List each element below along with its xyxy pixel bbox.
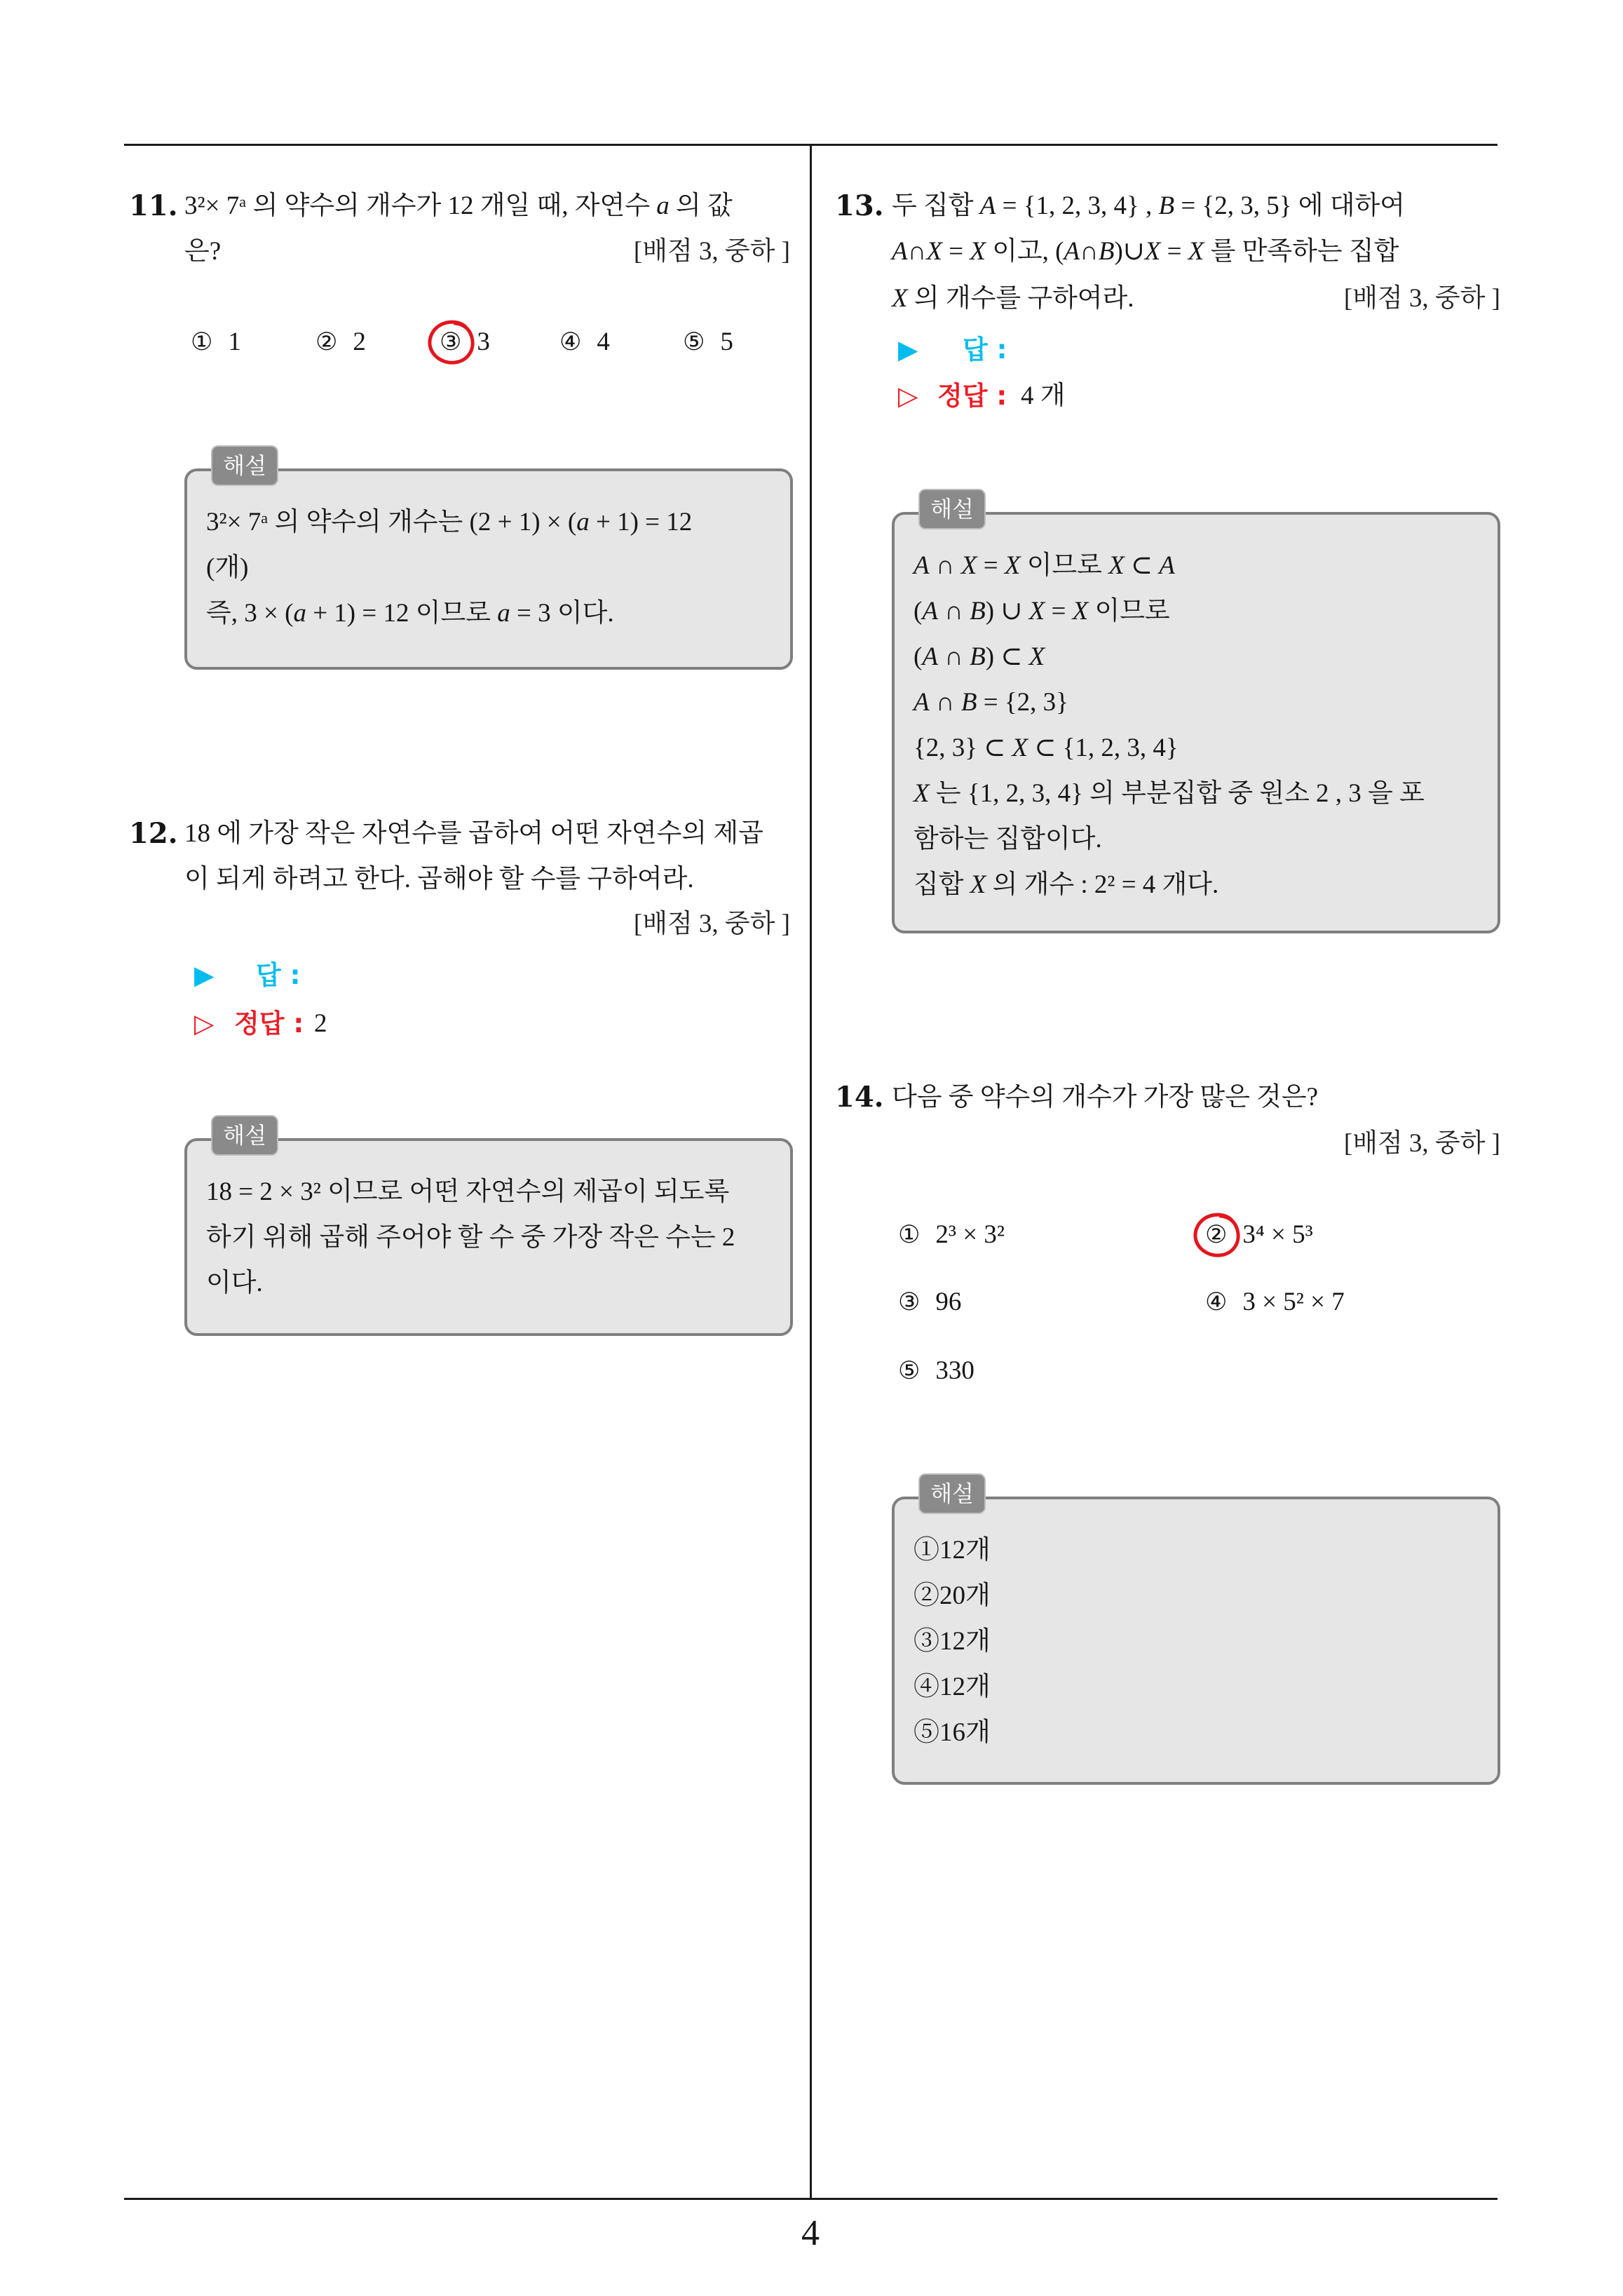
choice-item — [440, 325, 490, 360]
text-run: ∩ — [929, 688, 961, 717]
choice-text: 2³ × 3² — [935, 1220, 1005, 1249]
math-variable: X — [1028, 642, 1045, 671]
math-variable: X — [1004, 551, 1021, 580]
text-run: ∩ — [937, 642, 970, 671]
solution-line — [914, 771, 1425, 816]
math-variable: a — [497, 599, 510, 628]
math-variable: X — [1072, 597, 1089, 626]
text-run: = 3 이다. — [510, 599, 614, 628]
math-variable: X — [960, 551, 977, 580]
circle-stroke — [430, 322, 473, 363]
score-info: [배점 3, 중하 ] — [1343, 284, 1500, 313]
solution-line: ④12개 — [914, 1673, 991, 1701]
hand-drawn-circle-mark — [1190, 1210, 1242, 1260]
filled-arrow-icon: ▶ — [194, 960, 215, 990]
math-variable: X — [1108, 551, 1125, 580]
circle-stroke — [1195, 1215, 1238, 1255]
choice-mark: ① — [191, 328, 213, 356]
solution-body — [206, 499, 692, 636]
answer-label: 답 : — [963, 335, 1007, 365]
solution-line: ①12개 — [914, 1536, 991, 1565]
math-variable: X — [970, 870, 986, 899]
question-text-line — [892, 189, 1405, 224]
math-variable: A — [914, 551, 930, 580]
page-bottom-rule — [124, 2198, 1498, 2200]
solution-line: ②20개 — [914, 1581, 991, 1610]
solution-line: (개) — [206, 553, 249, 582]
math-variable: X — [970, 237, 986, 266]
text-run: 이고, ( — [985, 237, 1064, 266]
choice-item — [315, 325, 366, 360]
text-run: 집합 — [914, 870, 970, 899]
math-variable: A — [922, 642, 938, 671]
solution-line — [914, 725, 1425, 771]
solution-line: 18 = 2 × 3² 이므로 어떤 자연수의 제곱이 되도록 — [206, 1177, 730, 1206]
correct-answer-value: 2 — [314, 1009, 327, 1038]
choice-text: 3⁴ × 5³ — [1242, 1220, 1313, 1249]
math-variable: B — [960, 688, 977, 717]
math-variable: X — [1188, 237, 1204, 266]
choice-text: 5 — [720, 327, 733, 356]
text-run: 의 값 — [669, 191, 733, 220]
math-variable: X — [1012, 734, 1028, 762]
question-text-line: 18 에 가장 작은 자연수를 곱하여 어떤 자연수의 제곱 — [184, 819, 763, 848]
filled-arrow-icon: ▶ — [898, 335, 918, 365]
math-variable: B — [1158, 191, 1175, 220]
text-run: = — [942, 237, 970, 266]
solution-line: ⑤16개 — [914, 1718, 991, 1747]
choice-item — [898, 1285, 961, 1320]
score-info: [배점 3, 중하 ] — [1343, 1129, 1500, 1158]
text-run: 이므로 — [1020, 551, 1109, 580]
text-run: 3²× 7ᵃ 의 약수의 개수가 12 개일 때, 자연수 — [184, 191, 657, 220]
text-run: + 1) = 12 이므로 — [306, 599, 498, 628]
math-variable: B — [1098, 237, 1115, 266]
solution-line — [914, 588, 1425, 634]
question-text-line — [184, 189, 733, 224]
choice-text: 3 × 5² × 7 — [1242, 1288, 1345, 1316]
correct-answer-value: 4 개 — [1021, 381, 1066, 410]
choice-text: 96 — [935, 1288, 962, 1316]
solution-body — [206, 1169, 735, 1306]
math-variable: A — [892, 237, 908, 266]
solution-body — [914, 1527, 991, 1755]
text-run: = — [977, 551, 1005, 580]
choice-item — [898, 1217, 1005, 1252]
choice-mark: ③ — [898, 1288, 921, 1316]
text-run: {2, 3} ⊂ — [914, 734, 1012, 762]
text-run: = {1, 2, 3, 4} , — [996, 191, 1159, 220]
choice-text: 1 — [228, 327, 241, 356]
math-variable: a — [656, 191, 670, 220]
choice-item — [191, 325, 241, 360]
score-info: [배점 3, 중하 ] — [633, 910, 790, 938]
text-run: 3²× 7ᵃ 의 약수의 개수는 (2 + 1) × ( — [206, 508, 577, 536]
text-run: 이므로 — [1088, 597, 1170, 626]
choice-text: 3 — [477, 327, 490, 356]
page-number: 4 — [801, 2213, 820, 2253]
math-variable: B — [970, 597, 986, 626]
text-run: 를 만족하는 집합 — [1204, 237, 1399, 266]
solution-line — [914, 634, 1425, 680]
choice-item — [1205, 1217, 1313, 1252]
text-run: ) ∪ — [985, 597, 1029, 626]
text-run: ∩ — [929, 551, 961, 580]
correct-answer-label: 정답 : — [234, 1008, 304, 1039]
choice-item — [559, 325, 610, 360]
math-variable: X — [1028, 597, 1045, 626]
question-text-line — [892, 234, 1399, 269]
math-variable: A — [1159, 551, 1175, 580]
choice-mark: ② — [315, 328, 338, 356]
text-run: 의 개수 : 2² = 4 개다. — [986, 870, 1219, 899]
text-run: ∩ — [907, 237, 927, 266]
solution-line — [206, 590, 692, 636]
math-variable: X — [892, 284, 908, 313]
outline-arrow-icon: ▷ — [898, 381, 918, 411]
choice-text: 2 — [353, 327, 366, 356]
choice-text: 4 — [597, 327, 610, 356]
text-run: + 1) = 12 — [589, 508, 693, 536]
choice-mark: ⑤ — [898, 1357, 921, 1385]
choice-mark: ④ — [1205, 1288, 1228, 1316]
outline-arrow-icon: ▷ — [194, 1008, 215, 1039]
solution-line — [914, 862, 1425, 907]
text-run: ∩ — [937, 597, 970, 626]
solution-label: 해설 — [211, 445, 278, 486]
choice-mark: ② — [1205, 1217, 1227, 1252]
text-run: ∩ — [1080, 237, 1099, 266]
answer-label: 답 : — [256, 960, 301, 990]
math-variable: a — [576, 508, 590, 536]
text-run: 두 집합 — [892, 191, 980, 220]
text-run: ) ⊂ — [985, 642, 1029, 671]
math-variable: A — [979, 191, 996, 220]
text-run: )∪ — [1114, 237, 1145, 266]
math-variable: X — [1144, 237, 1161, 266]
choice-mark: ① — [898, 1221, 921, 1249]
solution-line — [914, 543, 1425, 588]
question-text-line: 다음 중 약수의 개수가 가장 많은 것은? — [892, 1083, 1319, 1112]
solution-label: 해설 — [211, 1115, 278, 1156]
solution-label: 해설 — [918, 1473, 986, 1514]
text-run: 는 {1, 2, 3, 4} 의 부분집합 중 원소 2 , 3 을 포 — [929, 779, 1425, 808]
text-run: 의 개수를 구하여라. — [907, 284, 1134, 313]
text-run: = {2, 3} — [977, 688, 1068, 717]
solution-label: 해설 — [918, 489, 986, 529]
solution-body — [914, 543, 1425, 907]
solution-box — [184, 1122, 793, 1336]
math-variable: X — [914, 779, 930, 808]
solution-line — [914, 680, 1425, 725]
choice-text: 330 — [935, 1356, 975, 1385]
solution-line: 하기 위해 곱해 주어야 할 수 중 가장 작은 수는 2 — [206, 1223, 735, 1252]
choice-mark: ③ — [440, 325, 461, 360]
solution-box — [892, 1480, 1500, 1785]
choice-item — [683, 325, 733, 360]
text-run: ( — [914, 642, 923, 671]
math-variable: A — [922, 597, 938, 626]
correct-answer-label: 정답 : — [937, 381, 1007, 411]
score-info: [배점 3, 중하 ] — [633, 237, 790, 266]
question-number: 13. — [835, 189, 884, 222]
solution-box — [184, 452, 793, 670]
text-run: ( — [914, 597, 923, 626]
math-variable: A — [1064, 237, 1080, 266]
math-variable: X — [926, 237, 942, 266]
solution-line: 이다. — [206, 1269, 263, 1297]
text-run: 즉, 3 × ( — [206, 599, 294, 628]
solution-box — [892, 496, 1500, 933]
math-variable: a — [293, 599, 306, 628]
text-run: ⊂ — [1124, 551, 1160, 580]
solution-line — [206, 499, 692, 545]
math-variable: A — [914, 688, 930, 717]
text-run: ⊂ {1, 2, 3, 4} — [1028, 734, 1179, 762]
choice-item — [898, 1353, 975, 1389]
question-text-line — [892, 281, 1134, 316]
choice-mark: ⑤ — [683, 328, 705, 356]
solution-line: 함하는 집합이다. — [914, 825, 1102, 853]
question-text-line: 이 되게 하려고 한다. 곱해야 할 수를 구하여라. — [184, 865, 694, 893]
solution-line: ③12개 — [914, 1627, 991, 1656]
text-run: = {2, 3, 5} 에 대하여 — [1174, 191, 1405, 220]
question-text-line: 은? — [184, 237, 222, 266]
text-run: = — [1045, 597, 1073, 626]
question-number: 11. — [129, 189, 178, 222]
choice-mark: ④ — [559, 328, 582, 356]
math-variable: B — [970, 642, 986, 671]
choice-item — [1205, 1285, 1345, 1320]
text-run: = — [1160, 237, 1188, 266]
question-number: 14. — [835, 1081, 884, 1114]
column-divider — [810, 144, 812, 2199]
question-number: 12. — [129, 817, 178, 850]
hand-drawn-circle-mark — [425, 318, 477, 367]
